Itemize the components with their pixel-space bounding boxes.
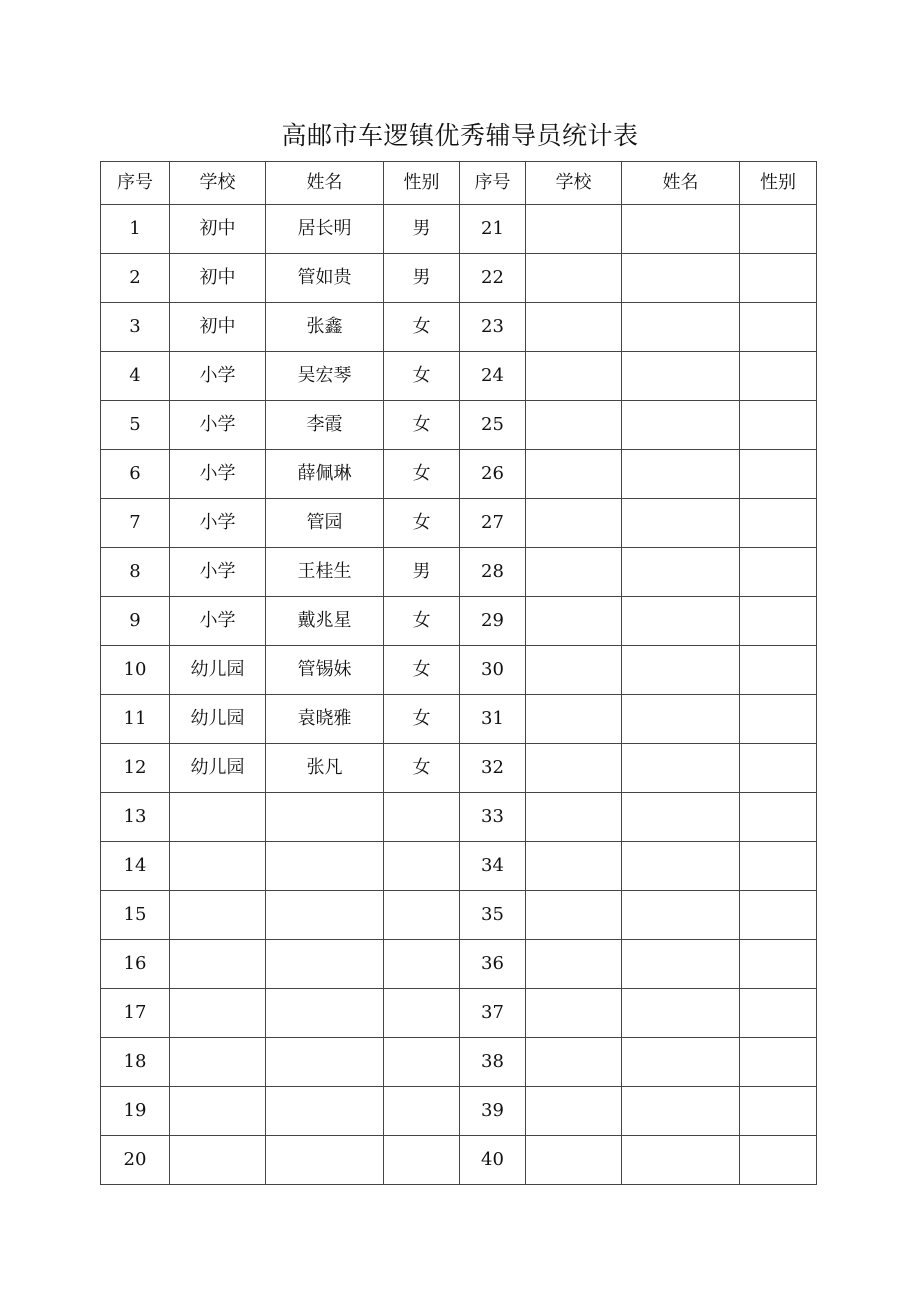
school-cell-right <box>526 450 622 499</box>
table-row <box>101 499 817 548</box>
name-cell: 戴兆星 <box>266 597 384 646</box>
seq-cell-right: 28 <box>460 548 526 597</box>
header-gender-right: 性别 <box>740 162 817 205</box>
seq-cell: 15 <box>101 891 170 940</box>
gender-cell <box>384 1136 460 1185</box>
seq-cell-right: 23 <box>460 303 526 352</box>
table-row <box>101 744 817 793</box>
gender-cell-right <box>740 548 817 597</box>
school-cell-right <box>526 891 622 940</box>
table-row <box>101 597 817 646</box>
name-cell <box>266 1136 384 1185</box>
gender-cell: 男 <box>384 548 460 597</box>
school-cell <box>170 842 266 891</box>
school-cell-right <box>526 1136 622 1185</box>
table-row <box>101 695 817 744</box>
name-cell: 张凡 <box>266 744 384 793</box>
name-cell: 管如贵 <box>266 254 384 303</box>
school-cell: 小学 <box>170 548 266 597</box>
seq-cell: 20 <box>101 1136 170 1185</box>
school-cell <box>170 940 266 989</box>
seq-cell-right: 26 <box>460 450 526 499</box>
gender-cell-right <box>740 352 817 401</box>
name-cell <box>266 940 384 989</box>
seq-cell: 7 <box>101 499 170 548</box>
gender-cell-right <box>740 205 817 254</box>
school-cell: 初中 <box>170 303 266 352</box>
gender-cell-right <box>740 499 817 548</box>
name-cell-right <box>622 940 740 989</box>
name-cell-right <box>622 1038 740 1087</box>
seq-cell-right: 40 <box>460 1136 526 1185</box>
name-cell-right <box>622 548 740 597</box>
seq-cell: 2 <box>101 254 170 303</box>
header-seq-right: 序号 <box>460 162 526 205</box>
school-cell-right <box>526 205 622 254</box>
name-cell-right <box>622 401 740 450</box>
seq-cell: 4 <box>101 352 170 401</box>
gender-cell: 女 <box>384 499 460 548</box>
name-cell: 管锡妹 <box>266 646 384 695</box>
seq-cell: 3 <box>101 303 170 352</box>
gender-cell-right <box>740 303 817 352</box>
seq-cell-right: 27 <box>460 499 526 548</box>
table-row <box>101 401 817 450</box>
name-cell <box>266 842 384 891</box>
name-cell-right <box>622 1087 740 1136</box>
name-cell-right <box>622 793 740 842</box>
gender-cell: 女 <box>384 352 460 401</box>
school-cell: 初中 <box>170 205 266 254</box>
school-cell-right <box>526 548 622 597</box>
school-cell: 幼儿园 <box>170 744 266 793</box>
name-cell-right <box>622 303 740 352</box>
seq-cell: 19 <box>101 1087 170 1136</box>
name-cell: 居长明 <box>266 205 384 254</box>
school-cell-right <box>526 1038 622 1087</box>
gender-cell <box>384 1038 460 1087</box>
gender-cell: 女 <box>384 303 460 352</box>
gender-cell <box>384 940 460 989</box>
name-cell-right <box>622 352 740 401</box>
seq-cell: 10 <box>101 646 170 695</box>
school-cell <box>170 1087 266 1136</box>
name-cell-right <box>622 450 740 499</box>
header-name-right: 姓名 <box>622 162 740 205</box>
school-cell: 小学 <box>170 499 266 548</box>
name-cell: 袁晓雅 <box>266 695 384 744</box>
gender-cell-right <box>740 1087 817 1136</box>
table-row <box>101 646 817 695</box>
school-cell: 小学 <box>170 450 266 499</box>
gender-cell-right <box>740 1136 817 1185</box>
name-cell <box>266 1087 384 1136</box>
name-cell: 王桂生 <box>266 548 384 597</box>
school-cell <box>170 891 266 940</box>
school-cell: 小学 <box>170 597 266 646</box>
header-name: 姓名 <box>266 162 384 205</box>
gender-cell-right <box>740 597 817 646</box>
gender-cell: 男 <box>384 205 460 254</box>
gender-cell <box>384 989 460 1038</box>
seq-cell: 8 <box>101 548 170 597</box>
gender-cell <box>384 842 460 891</box>
seq-cell: 13 <box>101 793 170 842</box>
school-cell-right <box>526 352 622 401</box>
gender-cell: 女 <box>384 401 460 450</box>
gender-cell-right <box>740 842 817 891</box>
name-cell: 管园 <box>266 499 384 548</box>
name-cell-right <box>622 891 740 940</box>
seq-cell: 11 <box>101 695 170 744</box>
school-cell-right <box>526 303 622 352</box>
table-row <box>101 450 817 499</box>
header-gender: 性别 <box>384 162 460 205</box>
table-row <box>101 793 817 842</box>
name-cell-right <box>622 1136 740 1185</box>
seq-cell-right: 38 <box>460 1038 526 1087</box>
table-row <box>101 254 817 303</box>
seq-cell-right: 37 <box>460 989 526 1038</box>
school-cell-right <box>526 940 622 989</box>
gender-cell-right <box>740 793 817 842</box>
school-cell: 小学 <box>170 401 266 450</box>
name-cell <box>266 891 384 940</box>
seq-cell-right: 24 <box>460 352 526 401</box>
gender-cell-right <box>740 450 817 499</box>
roster-body <box>101 205 817 1185</box>
school-cell: 幼儿园 <box>170 646 266 695</box>
school-cell: 初中 <box>170 254 266 303</box>
table-row <box>101 548 817 597</box>
gender-cell: 女 <box>384 744 460 793</box>
school-cell: 幼儿园 <box>170 695 266 744</box>
school-cell-right <box>526 499 622 548</box>
name-cell <box>266 989 384 1038</box>
name-cell-right <box>622 597 740 646</box>
school-cell <box>170 793 266 842</box>
gender-cell <box>384 1087 460 1136</box>
school-cell-right <box>526 842 622 891</box>
seq-cell-right: 29 <box>460 597 526 646</box>
name-cell-right <box>622 695 740 744</box>
name-cell-right <box>622 989 740 1038</box>
name-cell: 李霞 <box>266 401 384 450</box>
name-cell-right <box>622 744 740 793</box>
school-cell-right <box>526 695 622 744</box>
gender-cell <box>384 793 460 842</box>
seq-cell-right: 34 <box>460 842 526 891</box>
seq-cell-right: 21 <box>460 205 526 254</box>
school-cell <box>170 1136 266 1185</box>
table-row <box>101 842 817 891</box>
school-cell: 小学 <box>170 352 266 401</box>
school-cell-right <box>526 793 622 842</box>
name-cell <box>266 793 384 842</box>
header-school: 学校 <box>170 162 266 205</box>
header-school-right: 学校 <box>526 162 622 205</box>
name-cell-right <box>622 842 740 891</box>
seq-cell: 6 <box>101 450 170 499</box>
school-cell-right <box>526 989 622 1038</box>
seq-cell: 14 <box>101 842 170 891</box>
gender-cell: 男 <box>384 254 460 303</box>
gender-cell: 女 <box>384 695 460 744</box>
name-cell-right <box>622 499 740 548</box>
gender-cell-right <box>740 940 817 989</box>
gender-cell: 女 <box>384 597 460 646</box>
name-cell: 张鑫 <box>266 303 384 352</box>
school-cell-right <box>526 744 622 793</box>
school-cell-right <box>526 597 622 646</box>
table-row <box>101 1038 817 1087</box>
table-row <box>101 205 817 254</box>
school-cell <box>170 989 266 1038</box>
gender-cell-right <box>740 1038 817 1087</box>
gender-cell-right <box>740 695 817 744</box>
seq-cell-right: 36 <box>460 940 526 989</box>
seq-cell: 5 <box>101 401 170 450</box>
school-cell-right <box>526 401 622 450</box>
seq-cell: 16 <box>101 940 170 989</box>
table-row <box>101 352 817 401</box>
seq-cell-right: 39 <box>460 1087 526 1136</box>
school-cell-right <box>526 1087 622 1136</box>
name-cell-right <box>622 205 740 254</box>
seq-cell-right: 32 <box>460 744 526 793</box>
table-row <box>101 1136 817 1185</box>
name-cell: 吴宏琴 <box>266 352 384 401</box>
table-row <box>101 989 817 1038</box>
name-cell-right <box>622 254 740 303</box>
seq-cell: 17 <box>101 989 170 1038</box>
gender-cell <box>384 891 460 940</box>
seq-cell-right: 22 <box>460 254 526 303</box>
seq-cell: 9 <box>101 597 170 646</box>
seq-cell: 18 <box>101 1038 170 1087</box>
school-cell-right <box>526 254 622 303</box>
name-cell <box>266 1038 384 1087</box>
gender-cell: 女 <box>384 450 460 499</box>
gender-cell-right <box>740 646 817 695</box>
gender-cell-right <box>740 401 817 450</box>
seq-cell-right: 25 <box>460 401 526 450</box>
seq-cell-right: 33 <box>460 793 526 842</box>
seq-cell-right: 31 <box>460 695 526 744</box>
table-row <box>101 891 817 940</box>
table-row <box>101 1087 817 1136</box>
school-cell-right <box>526 646 622 695</box>
table-row <box>101 303 817 352</box>
header-row <box>101 162 817 205</box>
gender-cell-right <box>740 254 817 303</box>
name-cell: 薛佩琳 <box>266 450 384 499</box>
seq-cell: 12 <box>101 744 170 793</box>
gender-cell: 女 <box>384 646 460 695</box>
seq-cell: 1 <box>101 205 170 254</box>
gender-cell-right <box>740 989 817 1038</box>
gender-cell-right <box>740 891 817 940</box>
gender-cell-right <box>740 744 817 793</box>
name-cell-right <box>622 646 740 695</box>
header-seq: 序号 <box>101 162 170 205</box>
page-title: 高邮市车逻镇优秀辅导员统计表 <box>281 121 639 150</box>
roster-table <box>100 161 817 1185</box>
table-row <box>101 940 817 989</box>
seq-cell-right: 30 <box>460 646 526 695</box>
seq-cell-right: 35 <box>460 891 526 940</box>
school-cell <box>170 1038 266 1087</box>
